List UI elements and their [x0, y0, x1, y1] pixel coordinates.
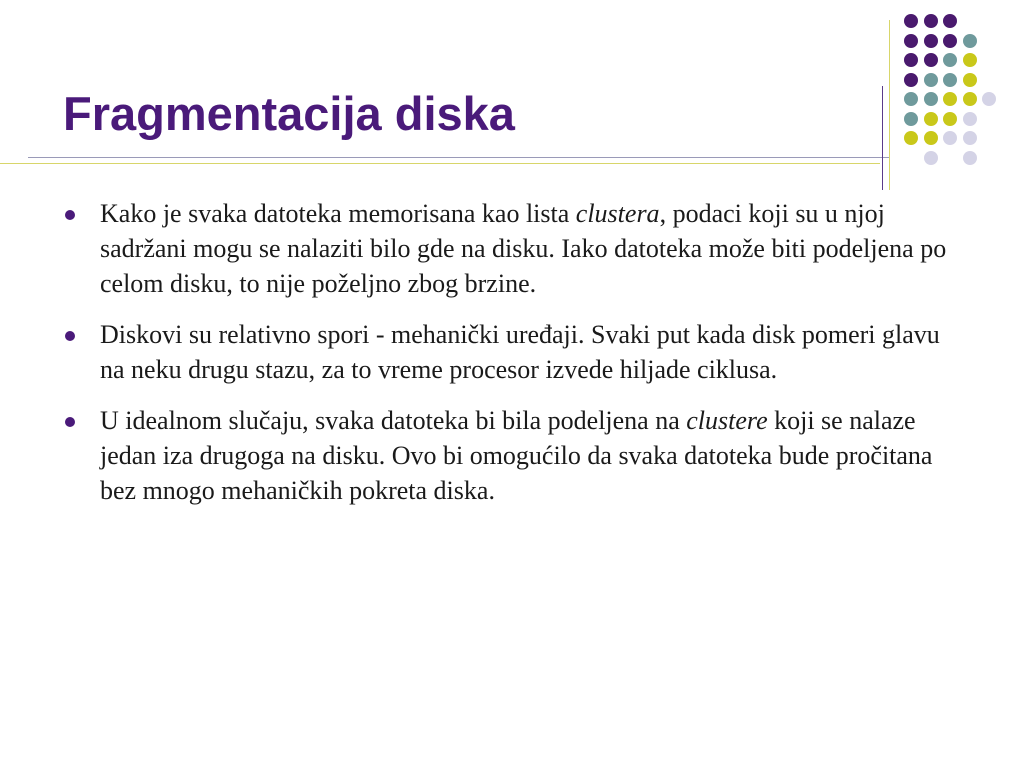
vertical-line-yellow — [889, 20, 890, 190]
decorative-dot-lavender — [963, 151, 977, 165]
decorative-dot-yellow — [963, 53, 977, 67]
decorative-dot-lavender — [963, 112, 977, 126]
vertical-line-purple — [882, 86, 883, 190]
decorative-dot-teal — [904, 92, 918, 106]
bullet-dot-icon — [65, 210, 75, 220]
decorative-dot-purple — [904, 53, 918, 67]
decorative-dot-purple — [904, 73, 918, 87]
decorative-dot-yellow — [904, 131, 918, 145]
decorative-dot-lavender — [963, 131, 977, 145]
decorative-dot-purple — [924, 34, 938, 48]
bullet-dot-icon — [65, 331, 75, 341]
decorative-dot-purple — [924, 14, 938, 28]
bullet-text — [100, 406, 932, 505]
title-underline-yellow — [0, 163, 880, 164]
decorative-dot-purple — [943, 14, 957, 28]
decorative-dot-yellow — [924, 131, 938, 145]
decorative-dot-grid — [904, 14, 1014, 170]
bullet-text-run: Diskovi su relativno spori - mehanički uređaji. Svaki put kada disk pomeri glavu na neku drugu stazu, za to vreme procesor izvede hiljade ciklusa. — [100, 320, 940, 384]
bullet-dot-icon — [65, 417, 75, 427]
decorative-dot-teal — [924, 92, 938, 106]
decorative-dot-yellow — [963, 73, 977, 87]
decorative-dot-purple — [904, 34, 918, 48]
bullet-text-italic: clustere — [686, 406, 768, 435]
decorative-dot-yellow — [943, 112, 957, 126]
bullet-item — [62, 403, 962, 508]
bullet-text-run: Kako je svaka datoteka memorisana kao lista — [100, 199, 576, 228]
slide-title: Fragmentacija diska — [63, 87, 515, 140]
decorative-dot-lavender — [982, 92, 996, 106]
title-underline-gray — [28, 157, 890, 158]
bullet-text-italic: clustera — [575, 199, 660, 228]
decorative-dot-purple — [924, 53, 938, 67]
bullet-text — [100, 199, 946, 298]
decorative-dot-teal — [943, 53, 957, 67]
decorative-dot-teal — [904, 112, 918, 126]
decorative-dot-purple — [904, 14, 918, 28]
decorative-dot-teal — [924, 73, 938, 87]
decorative-dot-yellow — [963, 92, 977, 106]
bullet-text-run: U idealnom slučaju, svaka datoteka bi bila podeljena na — [100, 406, 687, 435]
decorative-dot-purple — [943, 34, 957, 48]
bullet-item — [62, 196, 962, 301]
decorative-dot-teal — [963, 34, 977, 48]
bullet-list — [62, 196, 962, 524]
decorative-dot-teal — [943, 73, 957, 87]
bullet-text-run: koji se nalaze jedan iza drugoga na disku. Ovo bi omogućilo da svaka datoteka bude pročitana bez mnogo mehaničkih pokreta diska. — [100, 406, 933, 505]
bullet-text-run: , podaci koji su u njoj sadržani mogu se nalaziti bilo gde na disku. Iako datoteka može biti podeljena po celom disku, to nije poželjno zbog brzine. — [100, 199, 947, 298]
decorative-dot-yellow — [924, 112, 938, 126]
decorative-dot-lavender — [924, 151, 938, 165]
decorative-dot-lavender — [943, 131, 957, 145]
decorative-dot-yellow — [943, 92, 957, 106]
bullet-item — [62, 317, 962, 387]
bullet-text — [100, 320, 940, 384]
